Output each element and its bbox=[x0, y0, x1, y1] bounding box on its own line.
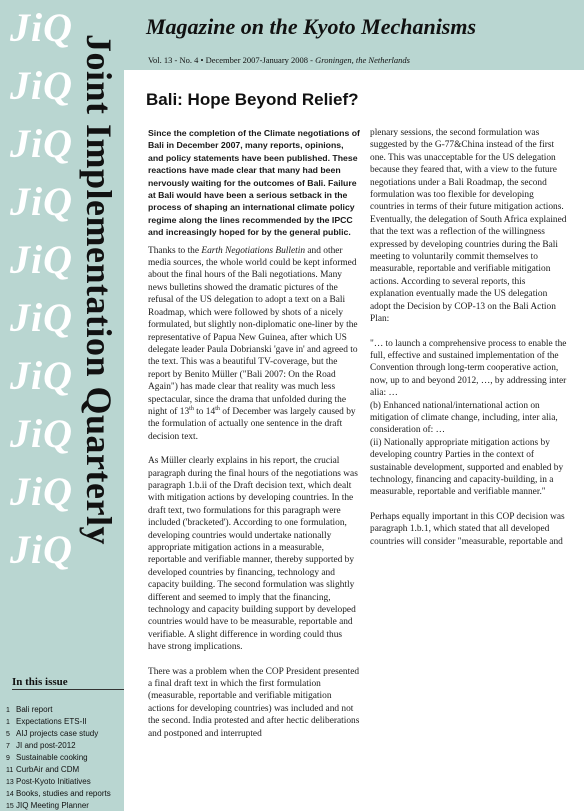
article-column-2 bbox=[370, 127, 568, 560]
list-item[interactable]: 14 Books, studies and reports bbox=[6, 789, 111, 798]
jiq-watermark: JiQ bbox=[10, 469, 73, 514]
article-paragraph: As Müller clearly explains in his report, the crucial paragraph during the final hours of the negotiations was paragraph 1.b.ii of the Draft decision text, which dealt with mitigation actions by developing countries. In the draft text, two formulations for this paragraph were included ('bracketed'). According to one formulation, developing countries would undertake nationally appropriate mitigation actions in a measurable, reportable and verifiable manner, thereby supported by developed countries by financing, technology and capacity building. The second formulation was slightly different and seemed to imply that the financing, technology and capacity building support by developed countries would have to be measurable, reportable and verifiable. A slight difference in wording could thus have strong implications. bbox=[148, 456, 358, 653]
article-paragraph: Thanks to the Earth Negotiations Bulletin and other media sources, the whole world could be kept informed about the final hours of the Bali negotiations. Many news bulletins showed the dramatic pictures of the refusal of the US delegation to adopt a text on a Bali Roadmap, which were followed by shots of a nicely formulated, but slightly non-diplomatic one-liner by the representative of Papua New Guinea, after which US delegate leader Paula Dobrianski 'gave in' and agreed to the text. This was a beautiful TV-coverage, but the report by Benito Müller ("Bali 2007: On the Road Again") has made clear that reality was much less spectacular, since the drama that unfolded during the night of 13th to 14th of December was largely caused by the formulation of actually one sentence in the draft decision text. bbox=[148, 245, 358, 442]
list-item[interactable]: 1 Bali report bbox=[6, 705, 53, 714]
article-title: Bali: Hope Beyond Relief? bbox=[146, 90, 359, 109]
article-paragraph: plenary sessions, the second formulation was suggested by the G-77&China instead of the first one. This was unacceptable for the US delegation because they feared that, with a view to the future negotiations under a Bali Roadmap, the second formulation was too flexible for developing countries in terms of their future mitigation actions. Eventually, the delegation of South Africa explained that the text was a reflection of the willingness expressed by developing countries during the Bali meeting to voluntarily commit themselves to measurable, reportable and verifiable mitigation actions. According to several reports, this explanation eventually made the US delegation adopt the Decision by COP-13 on the Bali Action Plan: bbox=[370, 128, 567, 325]
article-quote: "… to launch a comprehensive process to enable the full, effective and sustained implementation of the Convention through long-term cooperative action, now, up to and beyond 2012, …, by addressing inter alia: … (b) Enhanced national/international action on mitigation of climate change, including, inter alia, consideration of: … (ii) Nationally appropriate mitigation actions by developing country Parties in the context of sustainable development, supported and enabled by technology, financing and capacity-building, in a measurable, reportable and verifiable manner." bbox=[370, 338, 567, 498]
article-lead: Since the completion of the Climate negotiations of Bali in December 2007, many reports, opinions, and policy statements have been published. These reactions have made clear that many had been nervously waiting for the outcomes of Bali. Failure at Bali would have been a serious setback in the process of shaping an international climate policy regime along the lines recommended by the IPCC and increasingly hoped for by the general public. bbox=[148, 128, 360, 238]
article-paragraph: There was a problem when the COP President presented a final draft text in which the first formulation (measurable, reportable and verifiable mitigation actions for developing countries) was included and not the second. India protested and after hectic deliberations and postponed and interrupted bbox=[148, 666, 360, 739]
jiq-watermark: JiQ bbox=[10, 237, 73, 282]
list-item[interactable]: 15 JIQ Meeting Planner bbox=[6, 801, 89, 810]
jiq-watermark: JiQ bbox=[10, 527, 73, 572]
article-column-1 bbox=[148, 127, 360, 752]
jiq-watermark: JiQ bbox=[10, 411, 73, 456]
jiq-watermark: JiQ bbox=[10, 353, 73, 398]
list-item[interactable]: 5 AIJ projects case study bbox=[6, 729, 99, 738]
list-item[interactable]: 13 Post-Kyoto Initiatives bbox=[6, 777, 91, 786]
issue-info: Vol. 13 - No. 4 • December 2007-January 2008 - Groningen, the Netherlands bbox=[148, 55, 410, 65]
vertical-journal-title: Joint Implementation Quarterly bbox=[79, 34, 119, 545]
jiq-watermark: JiQ bbox=[10, 179, 73, 224]
list-item[interactable]: 9 Sustainable cooking bbox=[6, 753, 88, 762]
list-item[interactable]: 11 CurbAir and CDM bbox=[6, 765, 80, 774]
jiq-watermark: JiQ bbox=[10, 63, 73, 108]
issue-contents-list bbox=[6, 704, 111, 811]
masthead bbox=[124, 0, 584, 70]
jiq-watermark: JiQ bbox=[10, 295, 73, 340]
article-paragraph: Perhaps equally important in this COP decision was paragraph 1.b.1, which stated that all developed countries will consider "measurable, reportable and bbox=[370, 511, 565, 547]
jiq-watermark: JiQ bbox=[10, 121, 73, 166]
jiq-watermark: JiQ bbox=[10, 5, 73, 50]
sidebar bbox=[0, 0, 124, 811]
in-this-issue-heading: In this issue bbox=[12, 676, 124, 690]
list-item[interactable]: 7 JI and post-2012 bbox=[6, 741, 76, 750]
magazine-title: Magazine on the Kyoto Mechanisms bbox=[146, 14, 477, 39]
list-item[interactable]: 1 Expectations ETS-II bbox=[6, 717, 87, 726]
